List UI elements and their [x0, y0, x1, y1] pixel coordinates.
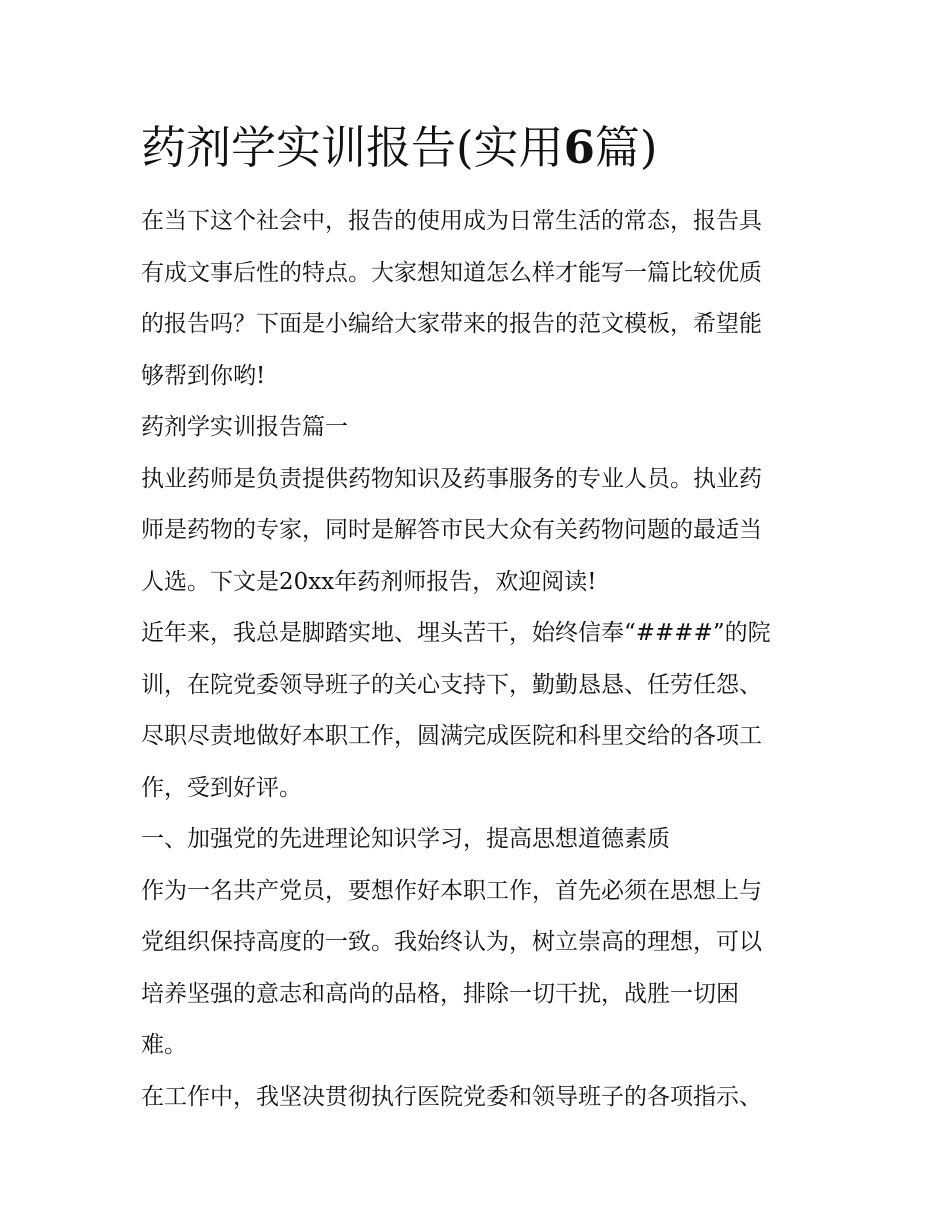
text-line: 执业药师是负责提供药物知识及药事服务的专业人员。执业药 — [141, 465, 762, 492]
text-line: 尽职尽责地做好本职工作，圆满完成医院和科里交给的各项工 — [141, 723, 762, 749]
text-line: 够帮到你哟! — [141, 362, 266, 389]
document-title — [141, 116, 657, 180]
text-line: 党组织保持高度的一致。我始终认为，树立崇高的理想，可以 — [141, 929, 762, 955]
text-line: 近年来，我总是脚踏实地、埋头苦干，始终信奉“####”的院 — [141, 620, 771, 646]
text-line: 人选。下文是20xx年药剂师报告，欢迎阅读! — [141, 568, 597, 595]
title-number: 6 — [563, 121, 595, 174]
subsection-heading: 一、加强党的先进理论知识学习，提高思想道德素质 — [141, 826, 670, 852]
text-line: 有成文事后性的特点。大家想知道怎么样才能写一篇比较优质 — [141, 259, 762, 286]
text-line: 在工作中，我坚决贯彻执行医院党委和领导班子的各项指示、 — [141, 1083, 762, 1110]
text-line: 培养坚强的意志和高尚的品格，排除一切干扰，战胜一切困 — [141, 980, 739, 1007]
text-line: 难。 — [141, 1032, 187, 1058]
text-line: 师是药物的专家，同时是解答市民大众有关药物问题的最适当 — [141, 517, 762, 543]
title-prefix: 药剂学实训报告(实用 — [141, 121, 564, 174]
text-line: 的报告吗？下面是小编给大家带来的报告的范文模板，希望能 — [141, 311, 762, 337]
document-body — [141, 196, 821, 1123]
section-heading: 药剂学实训报告篇一 — [141, 414, 348, 440]
text-line: 训，在院党委领导班子的关心支持下，勤勤恳恳、任劳任怨、 — [141, 671, 762, 698]
title-suffix: 篇) — [594, 121, 658, 174]
text-line: 在当下这个社会中，报告的使用成为日常生活的常态，报告具 — [141, 208, 762, 234]
text-line: 作为一名共产党员，要想作好本职工作，首先必须在思想上与 — [141, 877, 762, 904]
text-line: 作，受到好评。 — [141, 774, 302, 801]
